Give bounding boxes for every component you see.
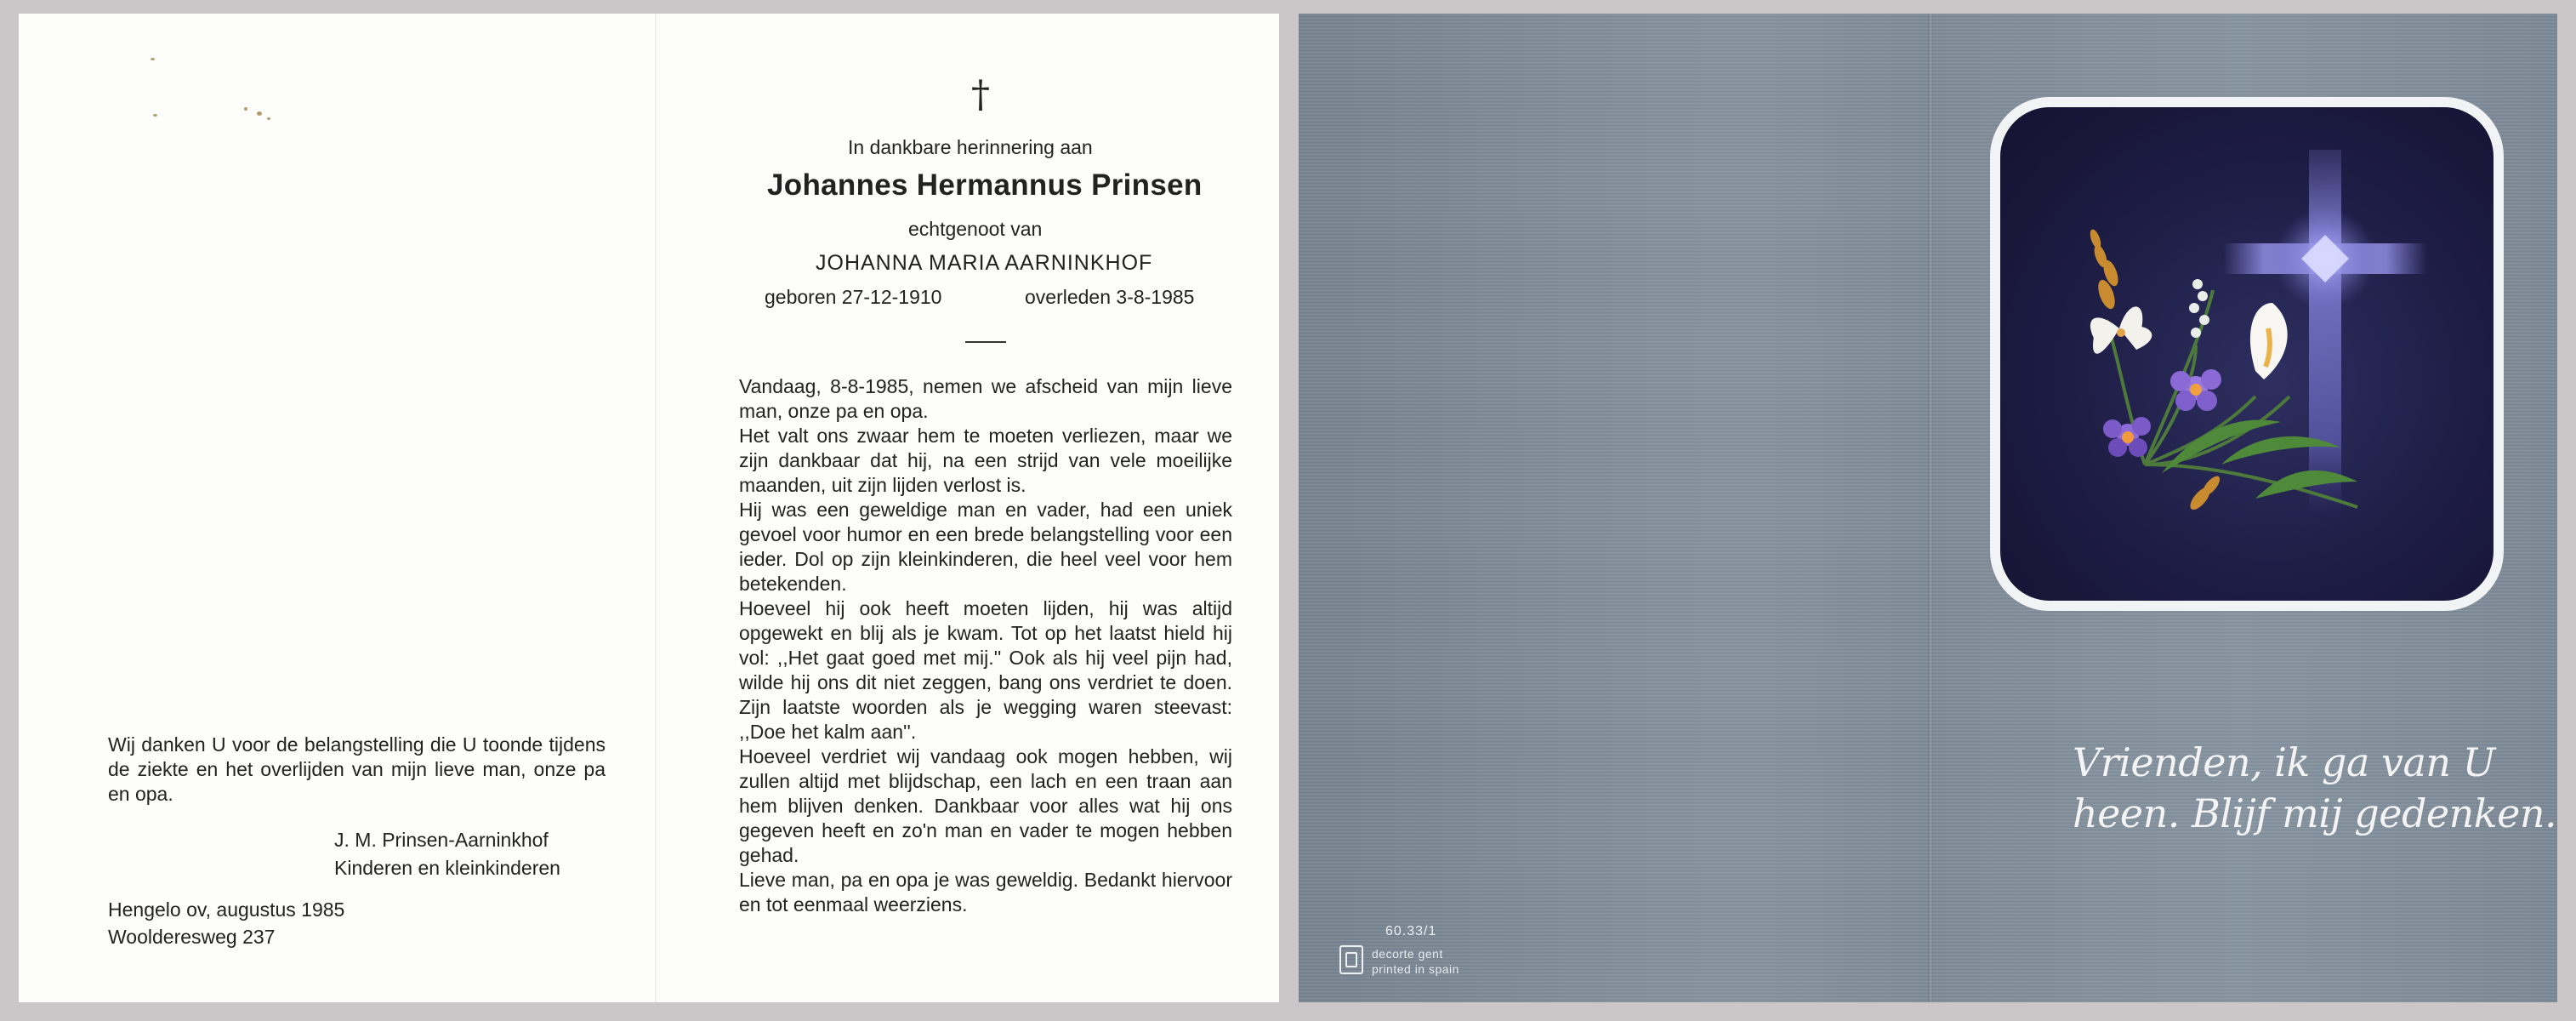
street-address: Woolderesweg 237 — [108, 926, 276, 948]
paper-speck — [153, 114, 157, 117]
fold-line — [655, 14, 657, 1002]
birth-date: geboren 27-12-1910 — [765, 286, 942, 308]
calla-lily — [2250, 303, 2288, 379]
wheat — [2088, 228, 2222, 513]
printer-line-1: decorte gent — [1372, 947, 1443, 961]
paper-speck — [267, 117, 270, 120]
death-date: overleden 3-8-1985 — [1025, 286, 1195, 308]
place-date: Hengelo ov, augustus 1985 — [108, 898, 345, 921]
deceased-name: Johannes Hermannus Prinsen — [767, 168, 1203, 202]
thanks-text: Wij danken U voor de belangstelling die U toonde tijdens de ziekte en het overlijden van mijn lieve man, onze pa en opa. — [108, 733, 606, 805]
printer-info — [1372, 946, 1459, 977]
card-code: 60.33/1 — [1385, 924, 1437, 938]
cross-symbol: † — [971, 73, 990, 117]
spouse-name: JOHANNA MARIA AARNINKHOF — [816, 251, 1153, 275]
paper-speck — [244, 107, 247, 111]
verse-line-1: Vrienden, ik ga van U — [2073, 739, 2495, 785]
paper-speck — [151, 58, 155, 60]
signature-widow: J. M. Prinsen-Aarninkhof — [334, 829, 549, 851]
intro-line: In dankbare herinnering aan — [848, 136, 1093, 158]
paragraph: Lieve man, pa en opa je was geweldig. Bedankt hiervoor en tot eenmaal weerziens. — [739, 869, 1232, 915]
paragraph: Hij was een geweldige man en vader, had een uniek gevoel voor humor en een brede belangstelling voor een ieder. Dol op zijn kleinkinderen, die heel veel voor hem betekenden. — [739, 499, 1232, 595]
paper-speck — [257, 111, 262, 116]
cross-vertical-beam — [2309, 150, 2341, 516]
printer-line-2: printed in spain — [1372, 962, 1459, 976]
paragraph: Hoeveel verdriet wij vandaag ook mogen hebben, wij zullen altijd met blijdschap, een lach en een traan aan hem blijven denken. Dankbaar voor alles wat hij ons gegeven heeft en zo'n man en vader te mogen hebben gehad. — [739, 745, 1232, 866]
inner-card — [19, 14, 1279, 1002]
divider — [965, 341, 1006, 343]
signature-family: Kinderen en kleinkinderen — [334, 857, 560, 879]
paragraph: Het valt ons zwaar hem te moeten verliezen, maar we zijn dankbaar dat hij, na een strijd van vele moeilijke maanden, uit zijn lijden verlost is. — [739, 425, 1232, 496]
purple-flower-2 — [2103, 417, 2151, 457]
purple-flower-1 — [2170, 369, 2221, 411]
verse-line-2: heen. Blijf mij gedenken. — [2073, 790, 2557, 836]
spouse-of-label: echtgenoot van — [908, 218, 1043, 240]
paragraph: Hoeveel hij ook heeft moeten lijden, hij was altijd opgewekt en blij als je kwam. Tot op het laatst hield hij vol: ,,Het gaat goed met mij.'' Ook als hij veel pijn had, wilde hij ons dit niet zeggen, bang ons verdriet te doen. Zijn laatste woorden als je wegging waren steevast: ,,Doe het kalm aan''. — [739, 597, 1232, 743]
cover-illustration — [1990, 97, 2504, 611]
publisher-logo-icon — [1339, 945, 1363, 974]
white-lily — [2090, 306, 2152, 353]
memorial-text — [739, 374, 1232, 917]
paragraph: Vandaag, 8-8-1985, nemen we afscheid van mijn lieve man, onze pa en opa. — [739, 375, 1232, 422]
cover-card — [1299, 14, 2557, 1002]
cross-and-flowers-illustration — [2000, 107, 2494, 601]
cover-fold — [1928, 14, 1933, 1002]
